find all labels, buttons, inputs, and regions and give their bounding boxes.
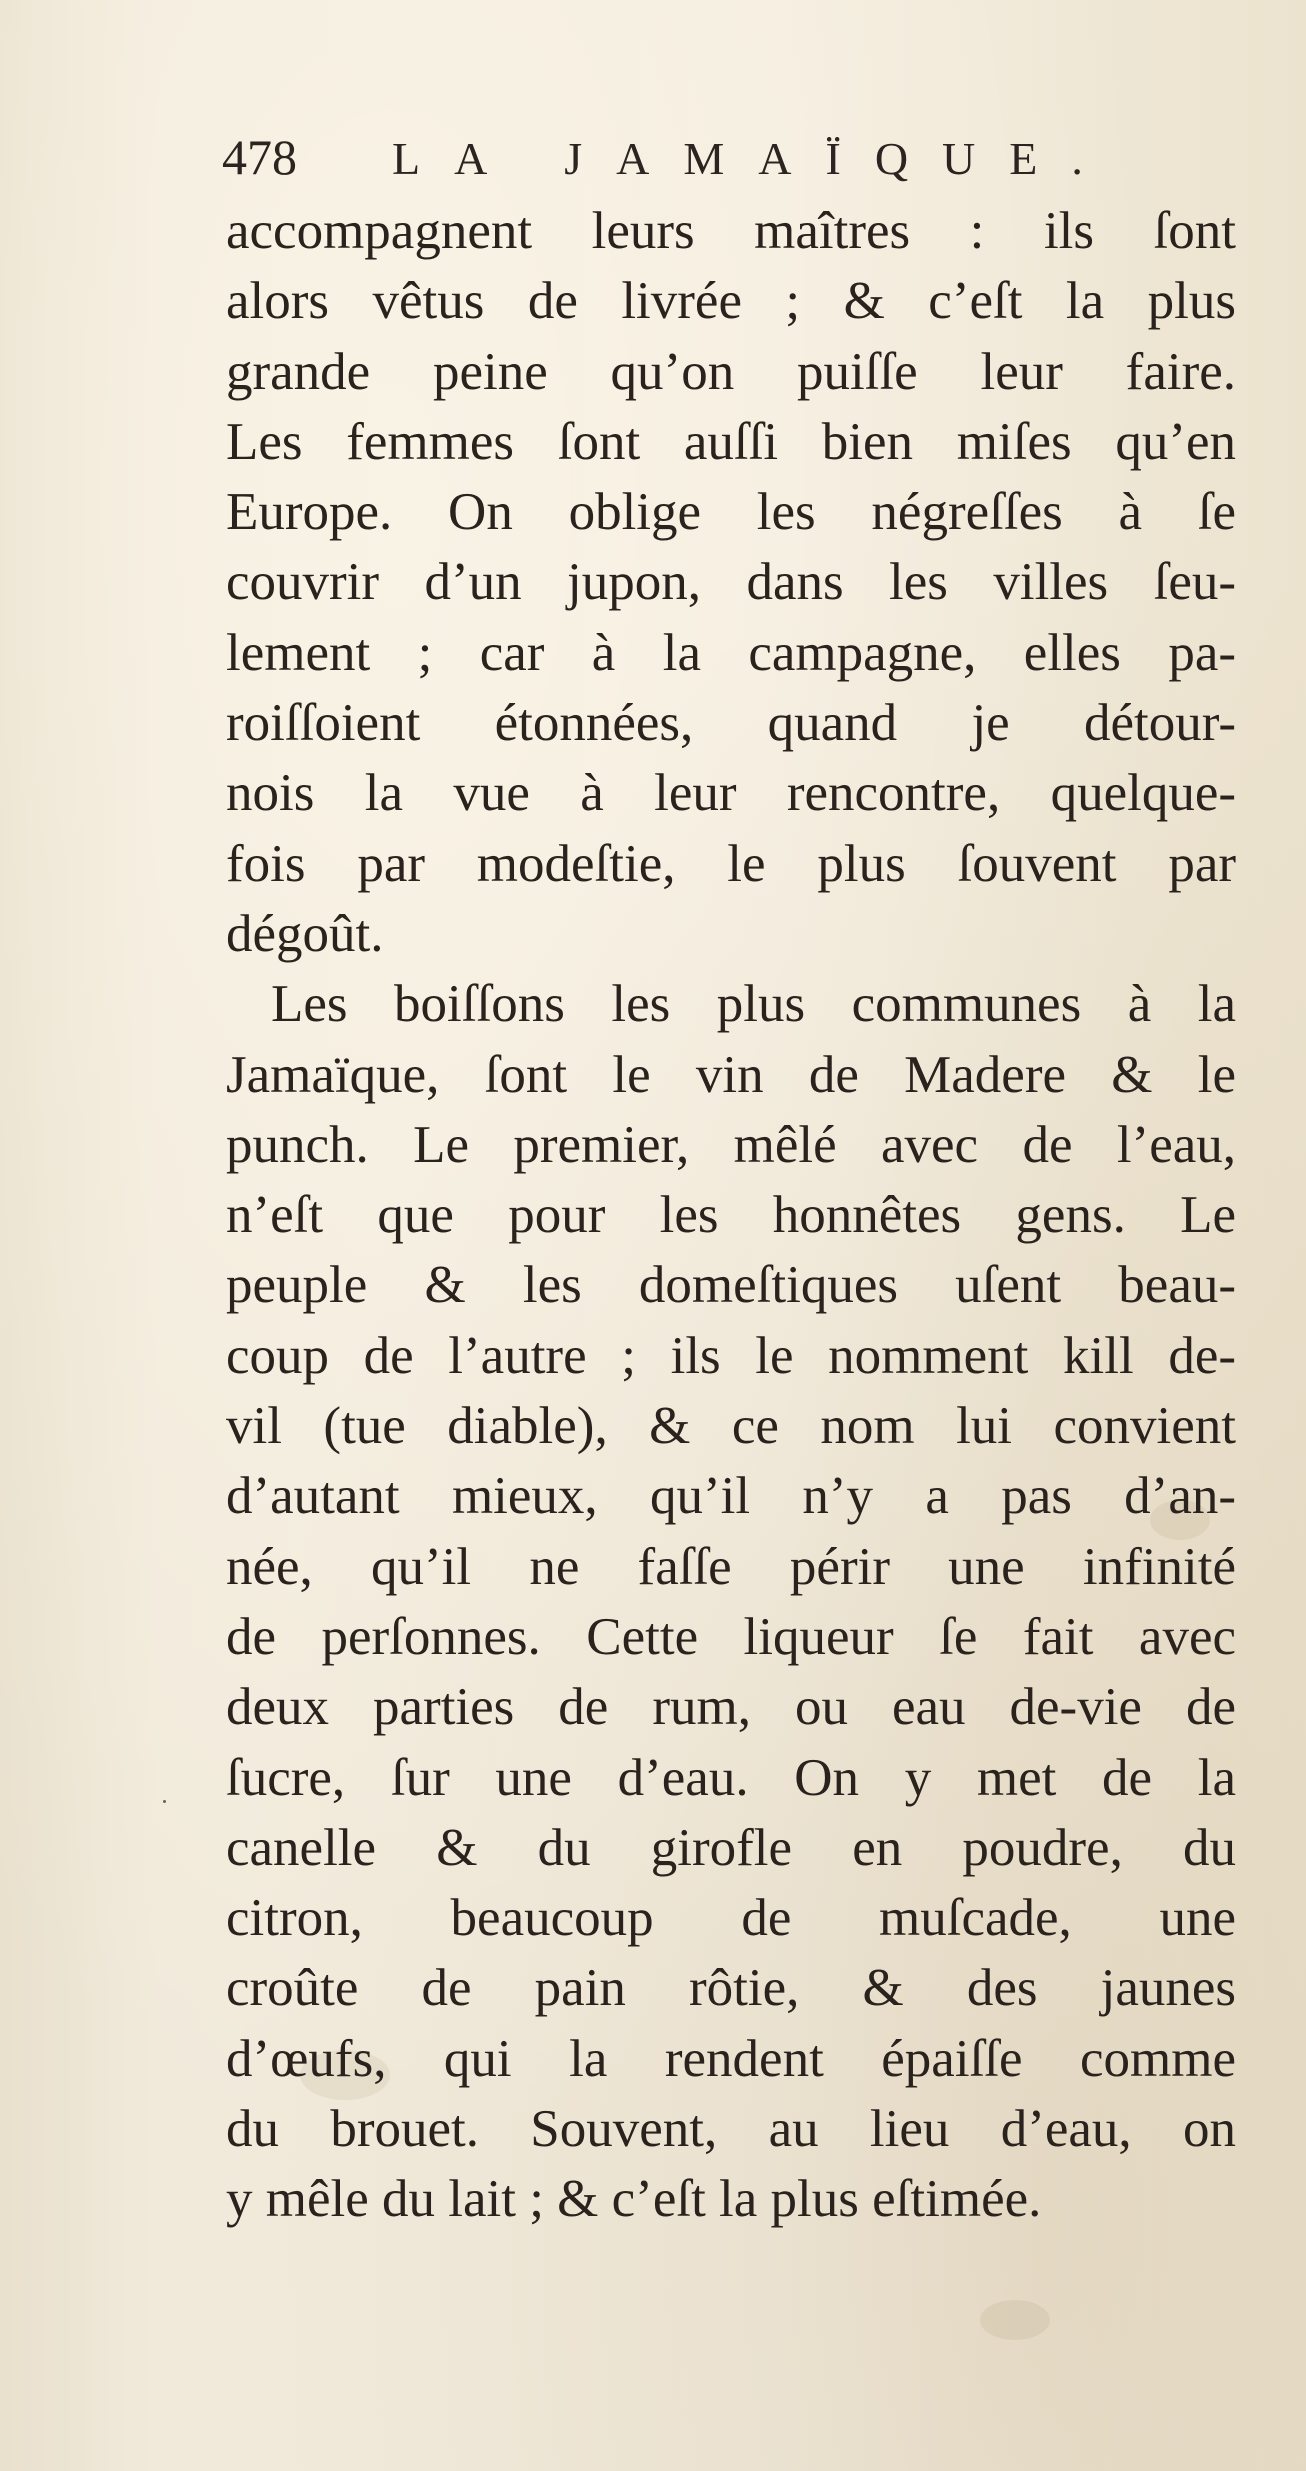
text-line: née, qu’il ne faſſe périr une infinité [226,1537,1236,1596]
paper-stain [980,2300,1050,2340]
text-line: vil (tue diable), & ce nom lui convient [226,1397,1236,1456]
page-number: 478 [222,129,297,185]
text-line: de perſonnes. Cette liqueur ſe fait avec [226,1607,1236,1666]
ink-speck [163,1800,166,1803]
text-line: coup de l’autre ; ils le nomment kill de- [226,1326,1236,1385]
paragraph-start-line: Les boiſſons les plus communes à la [271,975,1236,1034]
text-line: grande peine qu’on puiſſe leur faire. [226,342,1236,401]
text-line: croûte de pain rôtie, & des jaunes [226,1959,1236,2018]
text-line: Europe. On oblige les négreſſes à ſe [226,483,1236,542]
body-text [226,196,1236,2235]
text-line: nois la vue à leur rencontre, quelque- [226,764,1236,823]
text-line: roiſſoient étonnées, quand je détour- [226,694,1236,753]
text-line: du brouet. Souvent, au lieu d’eau, on [226,2100,1236,2159]
text-line: citron, beaucoup de muſcade, une [226,1889,1236,1948]
text-line: deux parties de rum, ou eau de-vie de [226,1678,1236,1737]
text-line: Jamaïque, ſont le vin de Madere & le [226,1045,1236,1104]
text-line: d’œufs, qui la rendent épaiſſe comme [226,2029,1236,2088]
text-line: ſucre, ſur une d’eau. On y met de la [226,1748,1236,1807]
running-title: LA JAMAÏQUE. [392,133,1117,184]
text-line: d’autant mieux, qu’il n’y a pas d’an- [226,1467,1236,1526]
text-line: Les femmes ſont auſſi bien miſes qu’en [226,412,1236,471]
text-line: alors vêtus de livrée ; & c’eſt la plus [226,272,1236,331]
text-line: punch. Le premier, mêlé avec de l’eau, [226,1115,1236,1174]
text-line: couvrir d’un jupon, dans les villes ſeu- [226,553,1236,612]
text-line: y mêle du lait ; & c’eſt la plus eſtimée. [226,2170,1042,2229]
text-line: fois par modeſtie, le plus ſouvent par [226,834,1236,893]
text-line: canelle & du girofle en poudre, du [226,1818,1236,1877]
text-line: peuple & les domeſtiques uſent beau- [226,1256,1236,1315]
text-line: dégoût. [226,904,384,963]
text-line: accompagnent leurs maîtres : ils ſont [226,202,1236,260]
text-line: n’eſt que pour les honnêtes gens. Le [226,1186,1236,1245]
text-line: lement ; car à la campagne, elles pa- [226,623,1236,682]
